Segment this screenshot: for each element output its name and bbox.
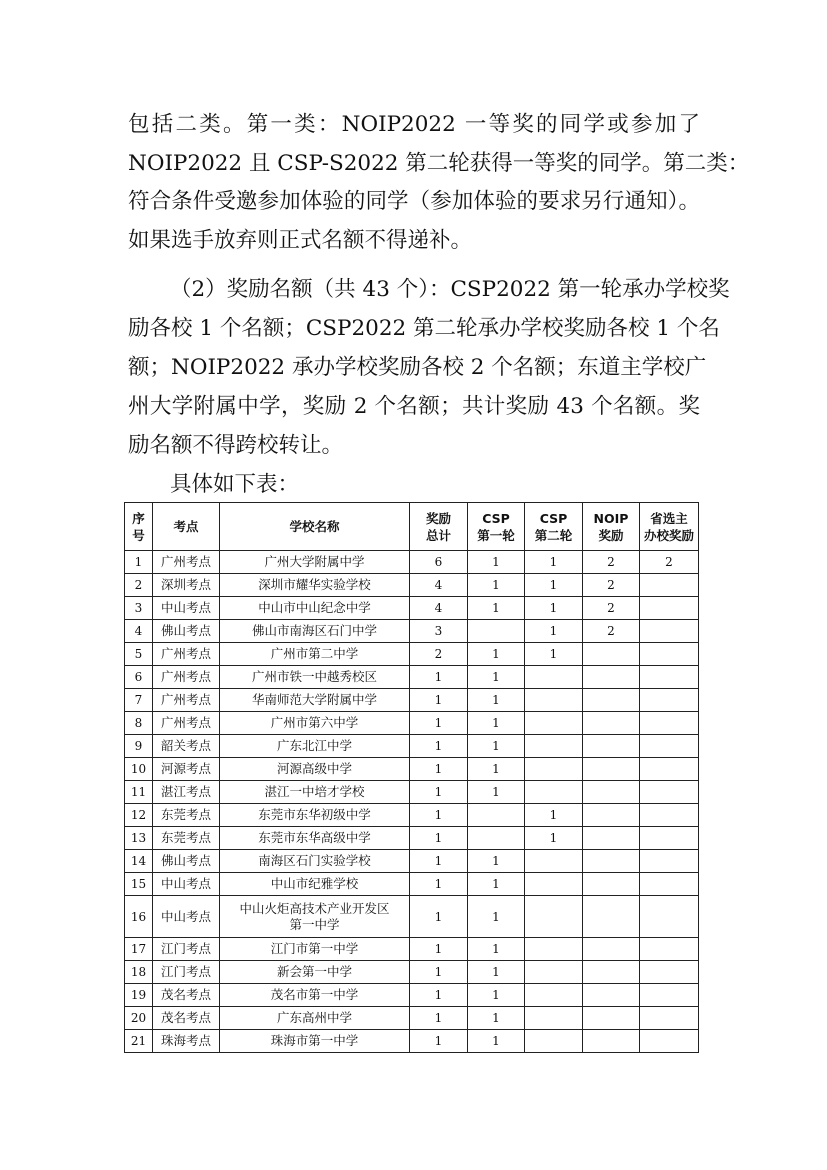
- cell-school-name: 广州大学附属中学: [220, 551, 410, 574]
- cell-exam-site: 湛江考点: [153, 781, 220, 804]
- cell-total: 4: [410, 574, 468, 597]
- cell-host-award: [640, 643, 699, 666]
- header-total: 奖励 总计: [410, 503, 468, 551]
- cell-csp-round1: [468, 620, 525, 643]
- text-line: 额；NOIP2022 承办学校奖励各校 2 个名额；东道主学校广: [128, 355, 707, 380]
- table-row: [125, 873, 699, 896]
- table-row: [125, 758, 699, 781]
- cell-host-award: [640, 597, 699, 620]
- table-row: [125, 620, 699, 643]
- header-host-award: 省选主 办校奖励: [640, 503, 699, 551]
- cell-csp-round2: [525, 896, 583, 938]
- cell-total: 1: [410, 827, 468, 850]
- cell-csp-round2: 1: [525, 827, 583, 850]
- header-school-name: 学校名称: [220, 503, 410, 551]
- cell-school-name: 广州市铁一中越秀校区: [220, 666, 410, 689]
- cell-csp-round2: 1: [525, 551, 583, 574]
- table-row: [125, 938, 699, 961]
- cell-total: 1: [410, 873, 468, 896]
- cell-exam-site: 茂名考点: [153, 984, 220, 1007]
- cell-csp-round2: 1: [525, 574, 583, 597]
- cell-total: 1: [410, 961, 468, 984]
- cell-total: 1: [410, 666, 468, 689]
- cell-csp-round2: [525, 961, 583, 984]
- cell-noip: [583, 850, 640, 873]
- cell-csp-round2: 1: [525, 620, 583, 643]
- cell-total: 1: [410, 735, 468, 758]
- cell-host-award: [640, 827, 699, 850]
- cell-exam-site: 广州考点: [153, 712, 220, 735]
- text-line: （2）奖励名额（共 43 个）：CSP2022 第一轮承办学校奖: [170, 277, 730, 302]
- cell-exam-site: 佛山考点: [153, 850, 220, 873]
- cell-exam-site: 河源考点: [153, 758, 220, 781]
- cell-csp-round1: 1: [468, 666, 525, 689]
- cell-index: 3: [125, 597, 153, 620]
- table-row: [125, 574, 699, 597]
- cell-noip: [583, 938, 640, 961]
- cell-csp-round1: 1: [468, 574, 525, 597]
- cell-total: 6: [410, 551, 468, 574]
- cell-school-name: 湛江一中培才学校: [220, 781, 410, 804]
- cell-school-name: 广州市第六中学: [220, 712, 410, 735]
- text-line: 如果选手放弃则正式名额不得递补。: [128, 228, 473, 253]
- cell-school-name: 广东高州中学: [220, 1007, 410, 1030]
- cell-host-award: [640, 961, 699, 984]
- cell-noip: [583, 1030, 640, 1053]
- cell-csp-round2: [525, 873, 583, 896]
- cell-total: 1: [410, 712, 468, 735]
- cell-school-name: 东莞市东华高级中学: [220, 827, 410, 850]
- cell-csp-round1: 1: [468, 689, 525, 712]
- cell-index: 9: [125, 735, 153, 758]
- cell-total: 4: [410, 597, 468, 620]
- cell-noip: [583, 896, 640, 938]
- text-line: 励名额不得跨校转让。: [128, 433, 344, 458]
- cell-school-name: 茂名市第一中学: [220, 984, 410, 1007]
- cell-index: 21: [125, 1030, 153, 1053]
- table-row: [125, 827, 699, 850]
- cell-csp-round2: [525, 735, 583, 758]
- cell-total: 3: [410, 620, 468, 643]
- cell-index: 18: [125, 961, 153, 984]
- cell-exam-site: 广州考点: [153, 643, 220, 666]
- text-line: 符合条件受邀参加体验的同学（参加体验的要求另行通知）。: [128, 189, 700, 214]
- cell-host-award: [640, 666, 699, 689]
- cell-noip: [583, 666, 640, 689]
- cell-csp-round1: 1: [468, 712, 525, 735]
- cell-noip: 2: [583, 574, 640, 597]
- cell-csp-round2: [525, 781, 583, 804]
- cell-host-award: [640, 735, 699, 758]
- cell-csp-round1: 1: [468, 938, 525, 961]
- cell-total: 1: [410, 1007, 468, 1030]
- cell-index: 8: [125, 712, 153, 735]
- cell-noip: [583, 781, 640, 804]
- cell-index: 10: [125, 758, 153, 781]
- cell-host-award: [640, 758, 699, 781]
- cell-csp-round2: [525, 666, 583, 689]
- cell-exam-site: 韶关考点: [153, 735, 220, 758]
- cell-exam-site: 茂名考点: [153, 1007, 220, 1030]
- cell-school-name: 河源高级中学: [220, 758, 410, 781]
- cell-exam-site: 广州考点: [153, 689, 220, 712]
- cell-total: 1: [410, 984, 468, 1007]
- cell-index: 20: [125, 1007, 153, 1030]
- cell-total: 2: [410, 643, 468, 666]
- cell-school-name: 中山市纪雅学校: [220, 873, 410, 896]
- cell-host-award: [640, 689, 699, 712]
- cell-csp-round1: 1: [468, 551, 525, 574]
- table-row: [125, 712, 699, 735]
- cell-noip: [583, 643, 640, 666]
- cell-total: 1: [410, 896, 468, 938]
- cell-school-name: 广州市第二中学: [220, 643, 410, 666]
- cell-index: 6: [125, 666, 153, 689]
- cell-noip: [583, 712, 640, 735]
- table-row: [125, 735, 699, 758]
- table-row: [125, 781, 699, 804]
- cell-host-award: [640, 850, 699, 873]
- cell-exam-site: 中山考点: [153, 597, 220, 620]
- cell-csp-round2: [525, 1030, 583, 1053]
- cell-index: 1: [125, 551, 153, 574]
- cell-host-award: 2: [640, 551, 699, 574]
- cell-csp-round2: [525, 984, 583, 1007]
- cell-school-name: 南海区石门实验学校: [220, 850, 410, 873]
- table-row: [125, 551, 699, 574]
- cell-noip: 2: [583, 551, 640, 574]
- cell-exam-site: 江门考点: [153, 961, 220, 984]
- cell-school-name: 东莞市东华初级中学: [220, 804, 410, 827]
- header-csp-round2: CSP 第二轮: [525, 503, 583, 551]
- table-row: [125, 850, 699, 873]
- cell-school-name: 中山火炬高技术产业开发区 第一中学: [220, 896, 410, 938]
- table-body: [125, 551, 699, 1053]
- cell-exam-site: 广州考点: [153, 551, 220, 574]
- cell-index: 13: [125, 827, 153, 850]
- cell-csp-round1: 1: [468, 758, 525, 781]
- cell-school-name: 广东北江中学: [220, 735, 410, 758]
- cell-school-name: 佛山市南海区石门中学: [220, 620, 410, 643]
- cell-csp-round1: 1: [468, 873, 525, 896]
- cell-exam-site: 中山考点: [153, 873, 220, 896]
- cell-noip: [583, 961, 640, 984]
- cell-index: 7: [125, 689, 153, 712]
- table-row: [125, 597, 699, 620]
- cell-csp-round2: 1: [525, 643, 583, 666]
- cell-index: 19: [125, 984, 153, 1007]
- cell-total: 1: [410, 689, 468, 712]
- table-row: [125, 896, 699, 938]
- cell-csp-round1: 1: [468, 735, 525, 758]
- cell-csp-round1: 1: [468, 961, 525, 984]
- cell-csp-round1: 1: [468, 781, 525, 804]
- cell-index: 14: [125, 850, 153, 873]
- text-line: 州大学附属中学，奖励 2 个名额；共计奖励 43 个名额。奖: [128, 394, 700, 419]
- cell-host-award: [640, 804, 699, 827]
- cell-csp-round2: [525, 689, 583, 712]
- cell-total: 1: [410, 850, 468, 873]
- cell-csp-round1: 1: [468, 896, 525, 938]
- cell-csp-round2: [525, 850, 583, 873]
- cell-noip: 2: [583, 620, 640, 643]
- cell-host-award: [640, 984, 699, 1007]
- cell-total: 1: [410, 781, 468, 804]
- table-row: [125, 643, 699, 666]
- cell-csp-round2: [525, 1007, 583, 1030]
- cell-csp-round2: [525, 712, 583, 735]
- cell-noip: [583, 873, 640, 896]
- cell-noip: [583, 1007, 640, 1030]
- cell-host-award: [640, 781, 699, 804]
- table-row: [125, 1007, 699, 1030]
- cell-csp-round2: 1: [525, 804, 583, 827]
- cell-csp-round1: 1: [468, 1007, 525, 1030]
- cell-school-name: 深圳市耀华实验学校: [220, 574, 410, 597]
- cell-noip: 2: [583, 597, 640, 620]
- cell-csp-round1: 1: [468, 597, 525, 620]
- table-row: [125, 666, 699, 689]
- cell-csp-round2: [525, 938, 583, 961]
- cell-total: 1: [410, 804, 468, 827]
- cell-total: 1: [410, 758, 468, 781]
- header-index: 序 号: [125, 503, 153, 551]
- cell-index: 16: [125, 896, 153, 938]
- text-line: 包括二类。第一类：NOIP2022 一等奖的同学或参加了: [128, 112, 700, 137]
- cell-school-name: 华南师范大学附属中学: [220, 689, 410, 712]
- cell-index: 2: [125, 574, 153, 597]
- cell-noip: [583, 804, 640, 827]
- cell-total: 1: [410, 938, 468, 961]
- award-quota-table: [124, 502, 699, 1053]
- cell-index: 15: [125, 873, 153, 896]
- cell-exam-site: 广州考点: [153, 666, 220, 689]
- header-exam-site: 考点: [153, 503, 220, 551]
- cell-index: 11: [125, 781, 153, 804]
- cell-noip: [583, 758, 640, 781]
- cell-exam-site: 珠海考点: [153, 1030, 220, 1053]
- cell-school-name: 中山市中山纪念中学: [220, 597, 410, 620]
- table-row: [125, 1030, 699, 1053]
- cell-csp-round2: [525, 758, 583, 781]
- cell-csp-round1: 1: [468, 1030, 525, 1053]
- table-header-row: [125, 503, 699, 551]
- cell-index: 4: [125, 620, 153, 643]
- cell-csp-round1: 1: [468, 643, 525, 666]
- cell-total: 1: [410, 1030, 468, 1053]
- cell-exam-site: 佛山考点: [153, 620, 220, 643]
- text-line: NOIP2022 且 CSP-S2022 第二轮获得一等奖的同学。第二类：: [128, 151, 750, 176]
- cell-index: 5: [125, 643, 153, 666]
- cell-exam-site: 深圳考点: [153, 574, 220, 597]
- cell-noip: [583, 735, 640, 758]
- cell-index: 12: [125, 804, 153, 827]
- cell-school-name: 珠海市第一中学: [220, 1030, 410, 1053]
- cell-noip: [583, 827, 640, 850]
- cell-index: 17: [125, 938, 153, 961]
- cell-csp-round1: 1: [468, 850, 525, 873]
- table-row: [125, 804, 699, 827]
- cell-exam-site: 江门考点: [153, 938, 220, 961]
- cell-csp-round1: [468, 804, 525, 827]
- cell-csp-round1: 1: [468, 984, 525, 1007]
- cell-exam-site: 东莞考点: [153, 827, 220, 850]
- cell-csp-round1: [468, 827, 525, 850]
- table-row: [125, 689, 699, 712]
- table-row: [125, 984, 699, 1007]
- cell-csp-round2: 1: [525, 597, 583, 620]
- cell-exam-site: 东莞考点: [153, 804, 220, 827]
- cell-noip: [583, 689, 640, 712]
- cell-host-award: [640, 1030, 699, 1053]
- cell-noip: [583, 984, 640, 1007]
- cell-host-award: [640, 712, 699, 735]
- header-csp-round1: CSP 第一轮: [468, 503, 525, 551]
- cell-host-award: [640, 873, 699, 896]
- cell-school-name: 江门市第一中学: [220, 938, 410, 961]
- cell-school-name: 新会第一中学: [220, 961, 410, 984]
- text-line: 励各校 1 个名额；CSP2022 第二轮承办学校奖励各校 1 个名: [128, 316, 720, 341]
- cell-host-award: [640, 896, 699, 938]
- cell-host-award: [640, 574, 699, 597]
- header-noip: NOIP 奖励: [583, 503, 640, 551]
- cell-host-award: [640, 938, 699, 961]
- table-intro: 具体如下表：: [170, 472, 300, 497]
- cell-host-award: [640, 1007, 699, 1030]
- cell-exam-site: 中山考点: [153, 896, 220, 938]
- table-row: [125, 961, 699, 984]
- cell-host-award: [640, 620, 699, 643]
